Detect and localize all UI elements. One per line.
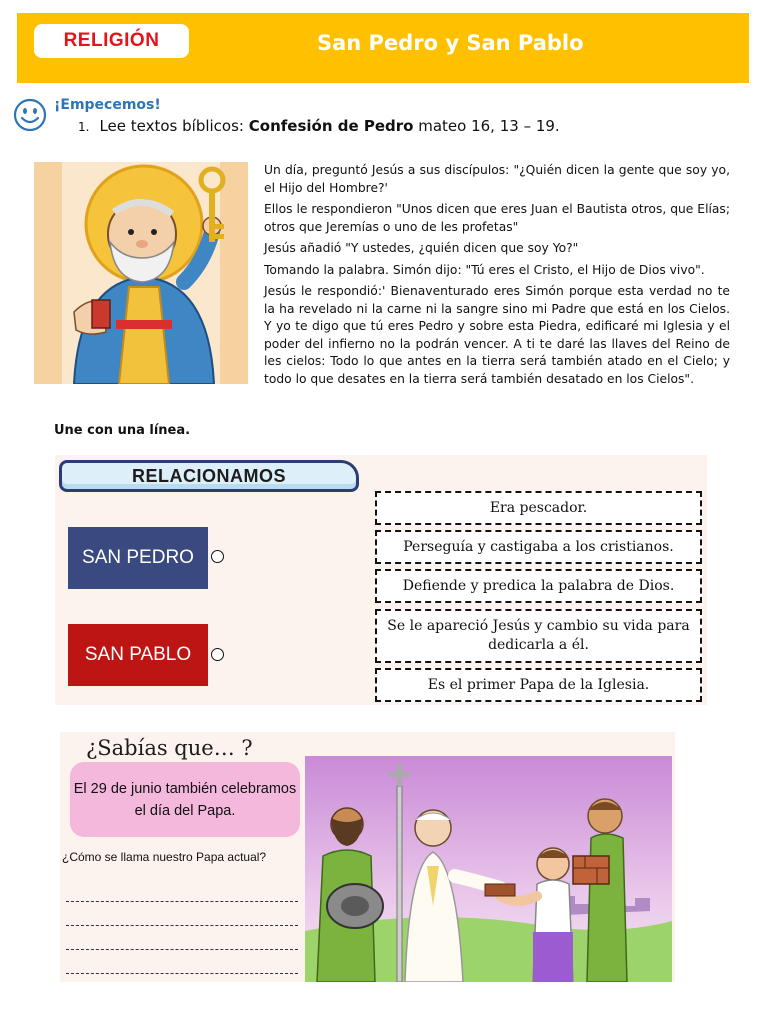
matching-activity [55, 455, 707, 705]
pope-with-people-illustration [305, 756, 672, 982]
did-you-know-panel [60, 732, 675, 982]
task-prefix: Lee textos bíblicos: [99, 117, 249, 135]
san-pedro-box: SAN PEDRO [68, 527, 208, 589]
saint-peter-illustration [34, 162, 248, 384]
matching-instruction: Une con una línea. [54, 423, 191, 438]
statement-box[interactable]: Se le apareció Jesús y cambio su vida para dedicarla a él. [375, 609, 702, 663]
passage-paragraph: Jesús añadió "Y ustedes, ¿quién dicen que soy Yo?" [264, 241, 579, 255]
san-pablo-connector[interactable] [211, 648, 224, 661]
answer-lines[interactable] [66, 878, 298, 974]
pope-question: ¿Cómo se llama nuestro Papa actual? [62, 850, 267, 864]
subject-label: RELIGIÓN [63, 30, 160, 51]
relacionamos-title: RELACIONAMOS [132, 465, 286, 486]
statement-box[interactable]: Era pescador. [375, 491, 702, 525]
fact-text: El 29 de junio también celebramos el día del Papa. [73, 780, 297, 819]
statement-box[interactable]: Perseguía y castigaba a los cristianos. [375, 530, 702, 564]
san-pedro-connector[interactable] [211, 550, 224, 563]
reading-task [78, 117, 560, 135]
gospel-passage [264, 162, 730, 392]
passage-paragraph: Un día, preguntó Jesús a sus discípulos: "¿Quién dicen la gente que soy yo, el Hijo del Hombre?' [264, 163, 730, 195]
did-you-know-title: ¿Sabías que… ? [86, 736, 253, 760]
subject-label-box [34, 24, 189, 58]
task-reference: mateo 16, 13 – 19. [413, 117, 560, 135]
task-number: 1. [78, 120, 90, 134]
answer-line[interactable] [66, 926, 298, 950]
answer-line[interactable] [66, 950, 298, 974]
statement-box[interactable]: Defiende y predica la palabra de Dios. [375, 569, 702, 603]
lesson-title: San Pedro y San Pablo [317, 31, 584, 55]
smiley-icon [13, 98, 47, 132]
san-pablo-box: SAN PABLO [68, 624, 208, 686]
relacionamos-banner [59, 460, 359, 492]
greeting: ¡Empecemos! [54, 97, 161, 113]
answer-line[interactable] [66, 878, 298, 902]
passage-paragraph: Jesús le respondió:' Bienaventurado eres Simón porque esta verdad no te la ha revelado ni la carne ni la sangre sino mi Padre que está en los Cielos. Y yo te digo que tú eres Pedro y sobre esta Piedra, edificaré mi Iglesia y el poder del infierno no la podrán vencer. A ti te daré las llaves del Reino de les cielos: Todo lo que antes en la tierra será también atado en el Cielo; y todo lo que desates en la tierra será también desatado en los Cielos". [264, 284, 730, 386]
fact-bubble [70, 762, 300, 837]
passage-paragraph: Tomando la palabra. Simón dijo: "Tú eres el Cristo, el Hijo de Dios vivo". [264, 262, 705, 277]
answer-line[interactable] [66, 902, 298, 926]
header-banner [17, 13, 749, 83]
passage-paragraph: Ellos le respondieron "Unos dicen que eres Juan el Bautista otros, que Elías; otros que Jeremías o uno de les profetas" [264, 202, 730, 234]
statement-box[interactable]: Es el primer Papa de la Iglesia. [375, 668, 702, 702]
task-reading-title: Confesión de Pedro [248, 117, 414, 135]
